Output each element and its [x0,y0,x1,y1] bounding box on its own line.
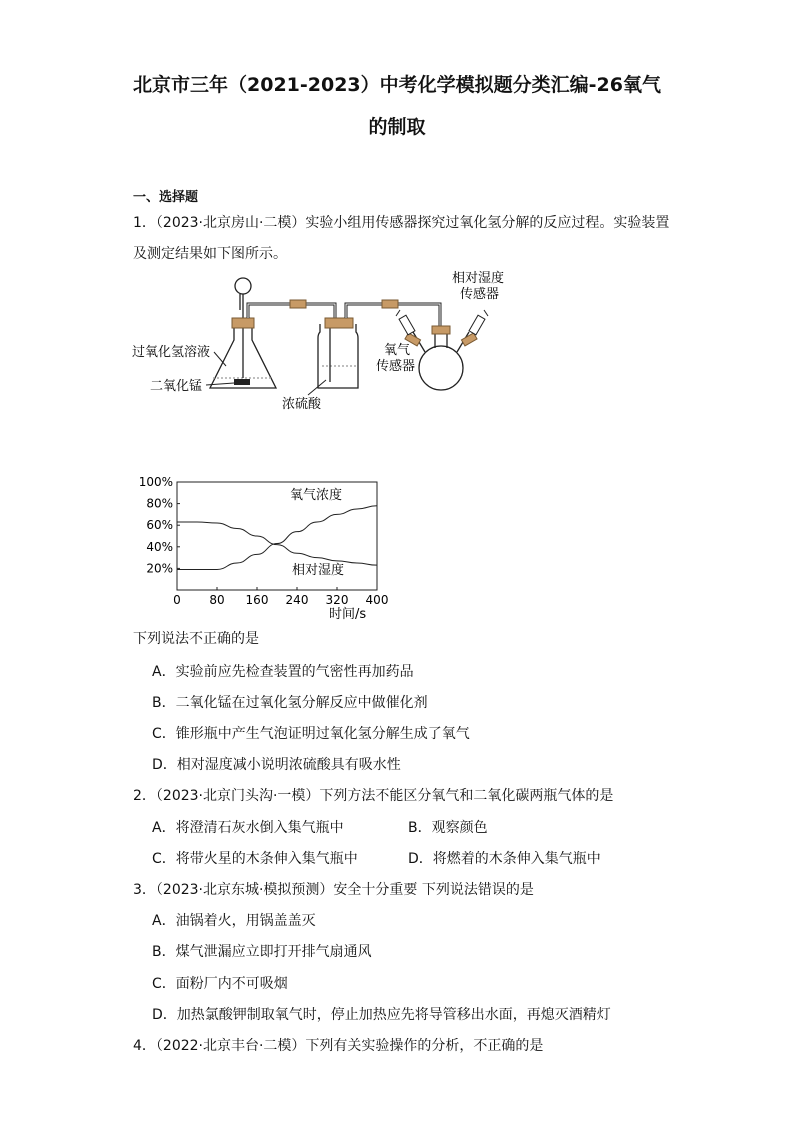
q3-option-d: D．加热氯酸钾制取氧气时，停止加热应先将导管移出水面，再熄灭酒精灯 [152,1007,611,1023]
q3-option-a: A．油锅着火，用锅盖盖灭 [152,913,316,929]
label-o2-sensor-line2: 传感器 [376,359,416,374]
q1-option-d: D．相对湿度减小说明浓硫酸具有吸水性 [152,757,401,773]
label-mno2: 二氧化锰 [150,379,203,394]
y-tick-label: 40% [146,539,173,554]
plot-frame [177,482,377,590]
three-neck-flask [413,330,469,390]
stopper-1 [232,318,254,328]
stopper-2 [325,318,353,328]
x-tick-label: 0 [173,593,181,607]
q3-option-c: C．面粉厂内不可吸烟 [152,976,288,992]
q2-option-c: C．将带火星的木条伸入集气瓶中 [152,851,358,867]
x-tick-label: 240 [285,593,309,607]
q2-stem: 2．（2023·北京门头沟·一模）下列方法不能区分氧气和二氧化碳两瓶气体的是 [133,788,614,804]
label-o2-sensor-line1: 氧气 [384,343,411,358]
y-tick-label: 100% [138,475,173,489]
series-label-humidity: 相对湿度 [292,563,345,578]
q1-prompt: 下列说法不正确的是 [133,631,259,647]
section-heading: 一、选择题 [133,190,199,205]
q1-stem-line1: 1．（2023·北京房山·二模）实验小组用传感器探究过氧化氢分解的反应过程。实验装置 [133,215,670,231]
q2-option-d: D．将燃着的木条伸入集气瓶中 [408,851,601,867]
document-title-line2: 的制取 [368,116,426,138]
series-label-oxygen: 氧气浓度 [290,488,343,503]
y-tick-label: 80% [146,496,173,511]
q4-stem: 4．（2022·北京丰台·二模）下列有关实验操作的分析，不正确的是 [133,1038,544,1054]
mno2-solid [234,379,250,385]
x-axis-label: 时间/s [329,607,367,622]
q3-option-b: B．煤气泄漏应立即打开排气扇通风 [152,944,372,960]
label-acid: 浓硫酸 [282,397,322,412]
oxygen-sensor [396,310,415,335]
q1-option-b: B．二氧化锰在过氧化氢分解反应中做催化剂 [152,695,428,711]
document-title-line1: 北京市三年（2021-2023）中考化学模拟题分类汇编-26氧气 [133,74,661,96]
label-rh-sensor-line1: 相对湿度 [452,271,505,286]
stopper-3 [432,326,450,334]
q1-stem-line2: 及测定结果如下图所示。 [133,246,287,262]
hose-1 [290,300,306,308]
q1-option-a: A．实验前应先检查装置的气密性再加药品 [152,664,414,680]
q3-stem: 3．（2023·北京东城·模拟预测）安全十分重要 下列说法错误的是 [133,882,534,898]
label-rh-sensor-line2: 传感器 [460,287,500,302]
x-tick-label: 80 [209,593,225,607]
y-tick-label: 20% [146,561,173,576]
q1-option-c: C．锥形瓶中产生气泡证明过氧化氢分解生成了氧气 [152,726,470,742]
label-h2o2: 过氧化氢溶液 [132,345,211,360]
y-tick-label: 60% [146,518,173,533]
q2-option-a: A．将澄清石灰水倒入集气瓶中 [152,820,344,836]
q2-option-b: B．观察颜色 [408,820,488,836]
wash-bottle [318,324,358,388]
x-tick-label: 320 [325,593,349,607]
series-line-oxygen [177,506,377,570]
line-chart [132,472,392,622]
apparatus-diagram [130,270,550,420]
hose-2 [382,300,398,308]
stopper-5 [461,333,477,346]
x-tick-label: 160 [245,593,269,607]
humidity-sensor [469,310,488,335]
x-tick-label: 400 [365,593,389,607]
